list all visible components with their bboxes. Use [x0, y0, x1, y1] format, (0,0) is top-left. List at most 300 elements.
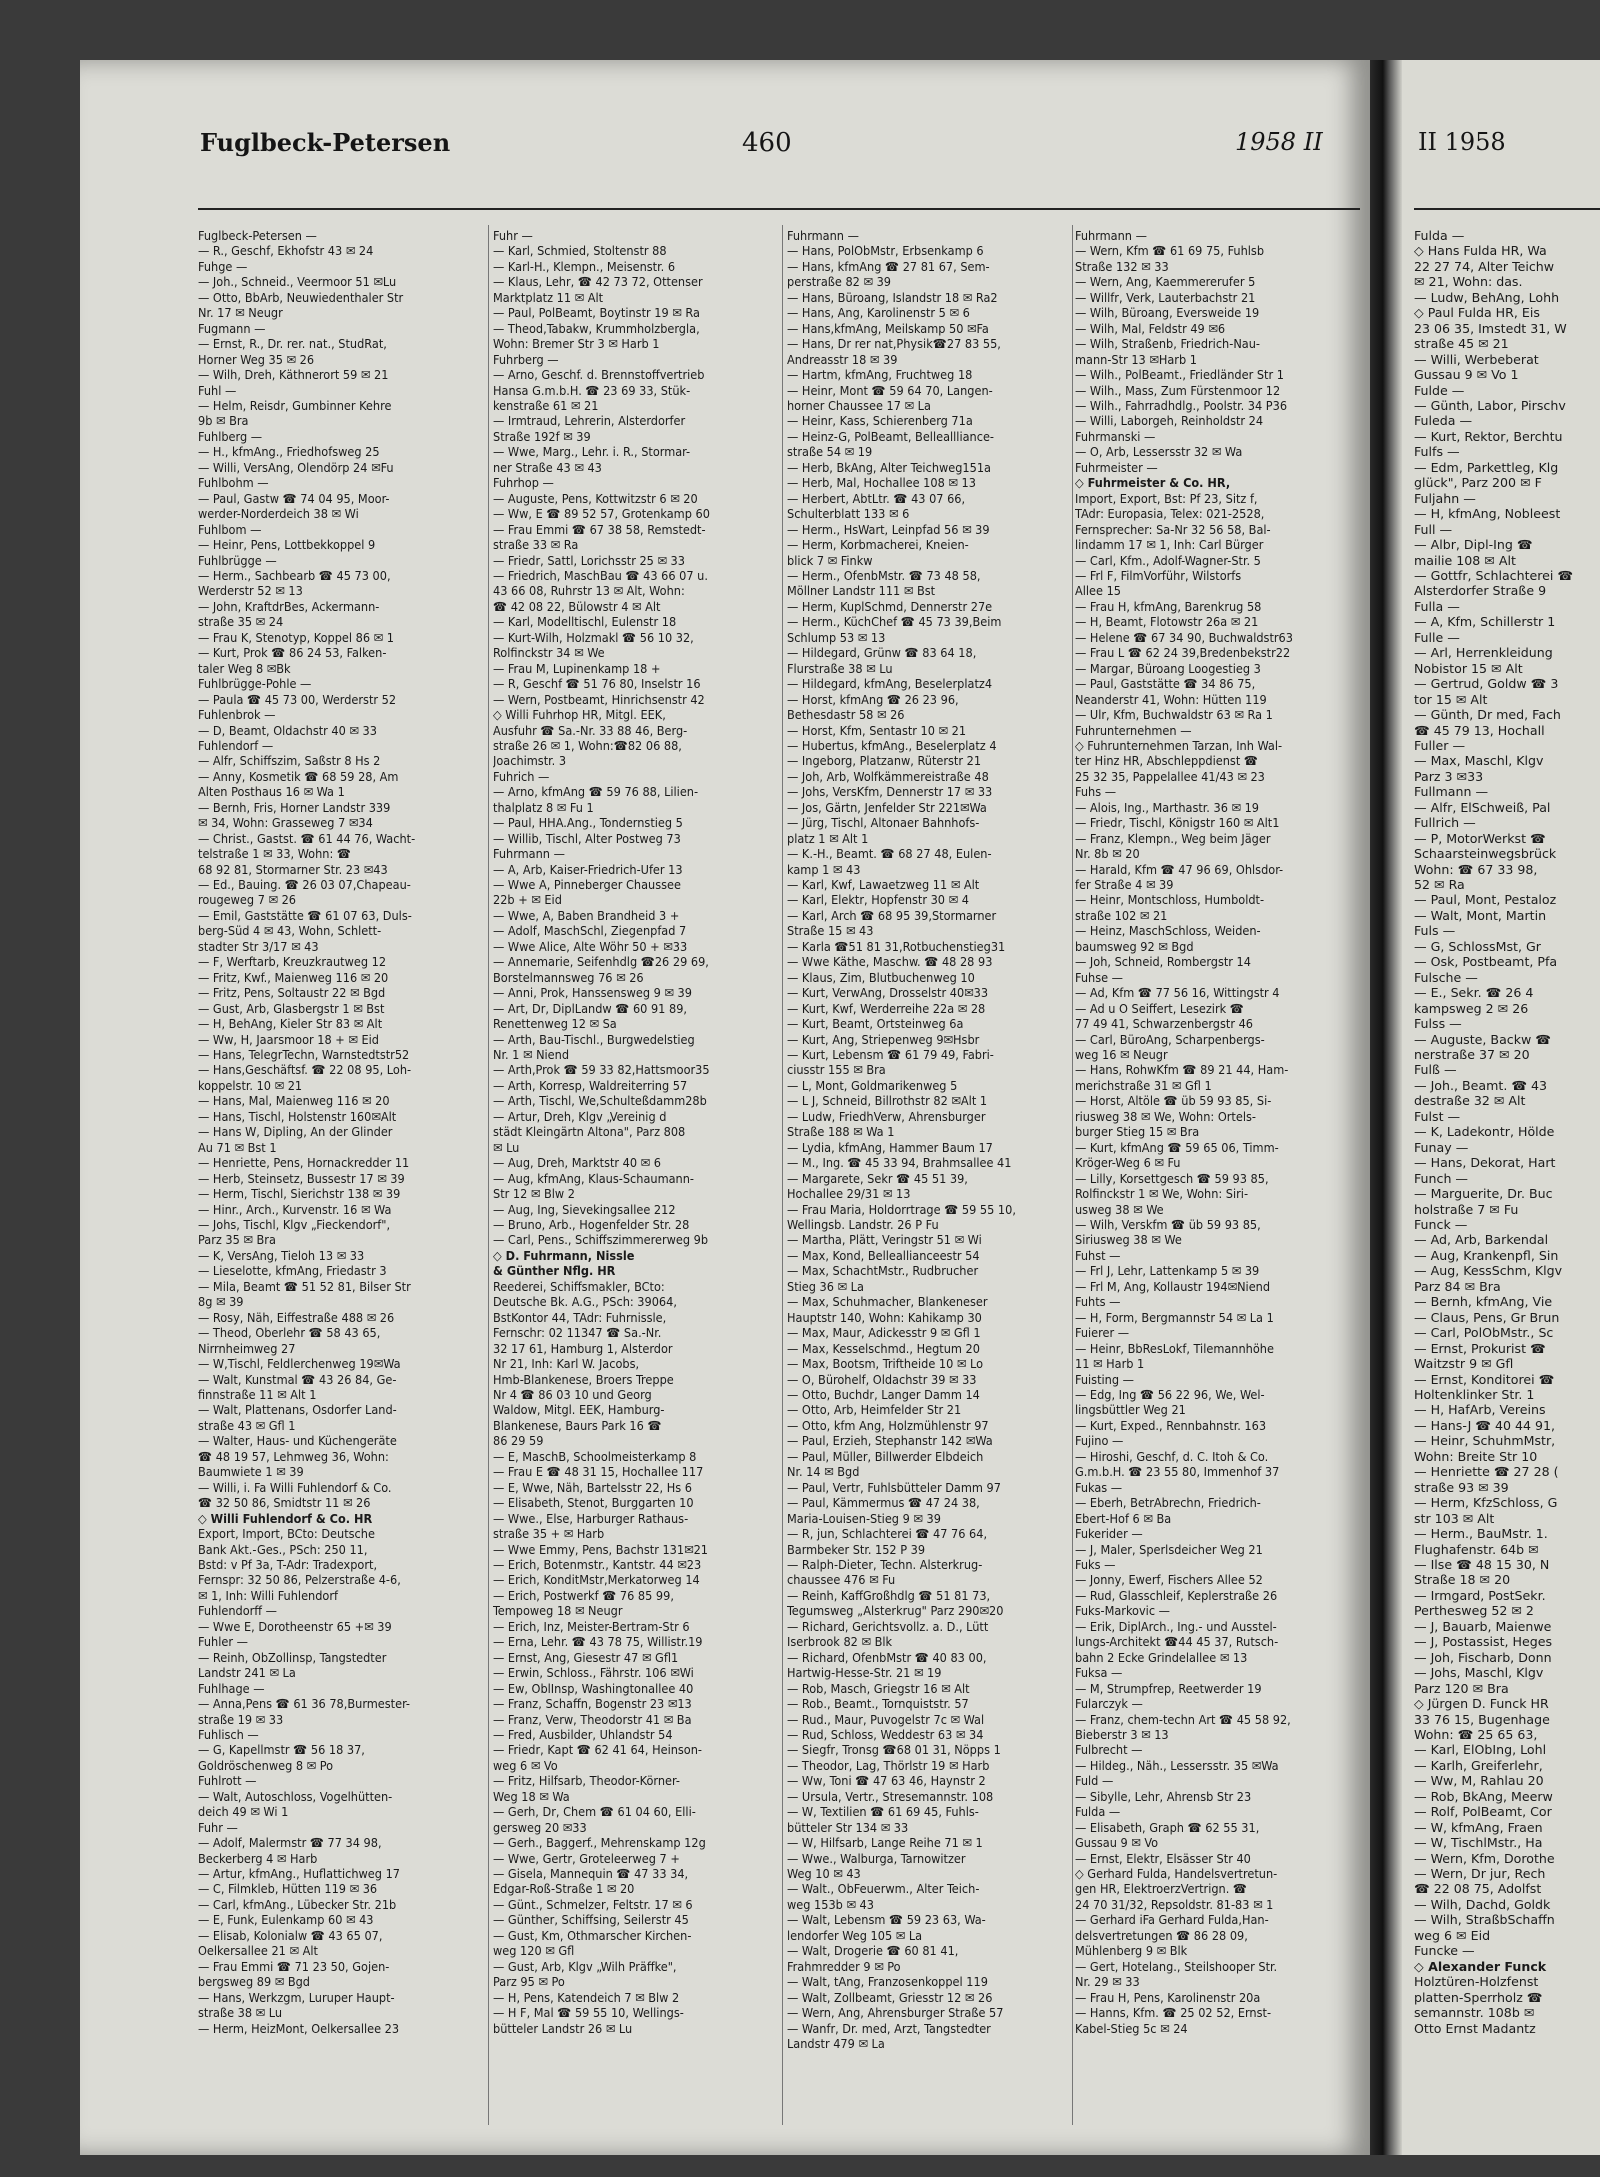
directory-entry: — E, MaschB, Schoolmeisterkamp 8 [493, 1448, 697, 1464]
directory-entry: Schulterblatt 133 ✉ 6 [787, 506, 910, 522]
directory-entry: — Herm., OfenbMstr. ☎ 73 48 58, [787, 567, 981, 583]
directory-entry: bütteler Landstr 26 ✉ Lu [493, 2020, 633, 2036]
directory-entry: — H., kfmAng., Friedhofsweg 25 [198, 444, 380, 460]
directory-entry: straße 38 ✉ Lu [198, 2005, 283, 2021]
directory-entry: — Wilh, Straßenb, Friedrich-Nau- [1075, 336, 1261, 352]
directory-heading: Fuhlhage — [198, 1680, 265, 1696]
directory-entry: — Wwe Alice, Alte Wöhr 50 + ✉33 [493, 938, 688, 954]
directory-entry: — Aug, Ing, Sievekingsallee 212 [493, 1201, 676, 1217]
directory-entry: — Erwin, Schloss., Fährstr. 106 ✉Wi [493, 1665, 694, 1681]
directory-entry: — Paul, HHA.Ang., Tondernstieg 5 [493, 815, 683, 831]
directory-entry: ter Hinz HR, Abschleppdienst ☎ [1075, 753, 1258, 769]
directory-heading: Fuksa — [1075, 1665, 1123, 1681]
directory-heading: Fukas — [1075, 1479, 1123, 1495]
column-divider [1072, 225, 1073, 2125]
directory-entry: Bethesdastr 58 ✉ 26 [787, 707, 905, 723]
directory-entry: — Franz, Schaffn, Bogenstr 23 ✉13 [493, 1696, 692, 1712]
directory-entry: Holztüren-Holzfenst [1414, 1974, 1539, 1990]
directory-entry: — Ernst, Prokurist ☎ [1414, 1340, 1546, 1356]
directory-heading: Fuhlbrügge-Pohle — [198, 676, 312, 692]
directory-entry: Kabel-Stieg 5c ✉ 24 [1075, 2020, 1188, 2036]
directory-entry: Holtenklinker Str. 1 [1414, 1386, 1535, 1402]
directory-entry: Hochallee 29/31 ✉ 13 [787, 1186, 911, 1202]
directory-entry: — Arno, Geschf. d. Brennstoffvertrieb [493, 367, 705, 383]
directory-entry: Ebert-Hof 6 ✉ Ba [1075, 1510, 1172, 1526]
directory-entry: — Aug, Dreh, Marktstr 40 ✉ 6 [493, 1155, 661, 1171]
directory-entry: — Frl F, FilmVorführ, Wilstorfs [1075, 567, 1242, 583]
directory-entry: blick 7 ✉ Finkw [787, 552, 873, 568]
directory-entry: straße 35 + ✉ Harb [493, 1526, 605, 1542]
directory-entry: — Hans-J ☎ 40 44 91, [1414, 1417, 1556, 1433]
directory-entry: — Paul, Gaststätte ☎ 34 86 75, [1075, 676, 1256, 692]
directory-entry: — A, Arb, Kaiser-Friedrich-Ufer 13 [493, 861, 683, 877]
directory-entry: — Wwe Emmy, Pens, Bachstr 131✉21 [493, 1541, 708, 1557]
directory-entry: — Aug, Krankenpfl, Sin [1414, 1247, 1559, 1263]
directory-entry: — Walt., ObFeuerwm., Alter Teich- [787, 1881, 980, 1897]
directory-entry: Fernschr: 02 11347 ☎ Sa.-Nr. [493, 1325, 662, 1341]
directory-entry: Tegumsweg „Alsterkrug" Parz 290✉20 [787, 1603, 1004, 1619]
directory-entry: — Franz, Klempn., Weg beim Jäger [1075, 830, 1271, 846]
directory-entry: — Mila, Beamt ☎ 51 52 81, Bilser Str [198, 1278, 411, 1294]
directory-entry: baumsweg 92 ✉ Bgd [1075, 938, 1194, 954]
directory-heading: Fuks-Markovic — [1075, 1603, 1170, 1619]
directory-entry: — Hans, Tischl, Holstenstr 160✉Alt [198, 1108, 397, 1124]
directory-entry: — Wanfr, Dr. med, Arzt, Tangstedter [787, 2020, 991, 2036]
directory-entry: bütteler Str 134 ✉ 33 [787, 1819, 909, 1835]
directory-entry: straße 19 ✉ 33 [198, 1711, 284, 1727]
directory-entry: — Willi, i. Fa Willi Fuhlendorf & Co. [198, 1479, 392, 1495]
directory-heading: Funay — [1414, 1139, 1469, 1155]
directory-entry: — Wwe, A, Baben Brandheid 3 + [493, 907, 680, 923]
directory-entry: — A, Kfm, Schillerstr 1 [1414, 614, 1556, 630]
directory-entry: — Karl, Kwf, Lawaetzweg 11 ✉ Alt [787, 877, 980, 893]
directory-entry: Weg 10 ✉ 43 [787, 1866, 861, 1882]
directory-entry: straße 33 ✉ Ra [493, 537, 579, 553]
directory-entry: — Hans,Geschäftsf. ☎ 22 08 95, Loh- [198, 1062, 412, 1078]
directory-entry: — Bernh, kfmAng, Vie [1414, 1294, 1553, 1310]
directory-entry: ◇ Fuhrmeister & Co. HR, [1075, 475, 1231, 491]
directory-entry: — Wilh., Mass, Zum Fürstenmoor 12 [1075, 382, 1281, 398]
directory-entry: — H, HafArb, Vereins [1414, 1402, 1546, 1418]
directory-entry: — Gottfr, Schlachterei ☎ [1414, 567, 1574, 583]
directory-entry: thalplatz 8 ✉ Fu 1 [493, 799, 594, 815]
directory-entry: nerstraße 37 ✉ 20 [1414, 1047, 1530, 1063]
directory-entry: — Hans, kfmAng ☎ 27 81 67, Sem- [787, 258, 990, 274]
directory-entry: — Wilh, Büroang, Eversweide 19 [1075, 305, 1260, 321]
directory-entry: — R, jun, Schlachterei ☎ 47 76 64, [787, 1526, 988, 1542]
directory-entry: — L J, Schneid, Billrothstr 82 ✉Alt 1 [787, 1093, 988, 1109]
directory-entry: — Friedr, Tischl, Königstr 160 ✉ Alt1 [1075, 815, 1280, 831]
directory-entry: — Kurt, Prok ☎ 86 24 53, Falken- [198, 645, 387, 661]
directory-entry: — Erich, Postwerkf ☎ 76 85 99, [493, 1587, 674, 1603]
directory-entry: — Ad, Arb, Barkendal [1414, 1232, 1549, 1248]
directory-entry: — Hildegard, Grünw ☎ 83 64 18, [787, 645, 977, 661]
directory-entry: — Carl, kfmAng., Lübecker Str. 21b [198, 1896, 397, 1912]
directory-entry: — Alois, Ing., Marthastr. 36 ✉ 19 [1075, 799, 1260, 815]
directory-entry: Rolfinckstr 34 ✉ We [493, 645, 605, 661]
directory-entry: lingsbüttler Weg 21 [1075, 1402, 1186, 1418]
directory-entry: str 103 ✉ Alt [1414, 1510, 1495, 1526]
directory-entry: — Herm, Korbmacherei, Kneien- [787, 537, 969, 553]
directory-entry: — G, SchlossMst, Gr [1414, 938, 1541, 954]
directory-entry: — Heinz-G, PolBeamt, Belleallliance- [787, 428, 995, 444]
directory-entry: Alten Posthaus 16 ✉ Wa 1 [198, 784, 345, 800]
directory-entry: — E, Funk, Eulenkamp 60 ✉ 43 [198, 1912, 374, 1928]
directory-entry: — Herb, BkAng, Alter Teichweg151a [787, 459, 991, 475]
directory-entry: Nr. 14 ✉ Bgd [787, 1464, 860, 1480]
directory-entry: Straße 18 ✉ 20 [1414, 1572, 1511, 1588]
directory-entry: Wellingsb. Landstr. 26 P Fu [787, 1217, 939, 1232]
directory-entry: — Ad u O Seiffert, Lesezirk ☎ [1075, 1000, 1244, 1016]
directory-entry: — Kurt, Beamt, Ortsteinweg 6a [787, 1016, 964, 1032]
directory-entry: — Hans, Dr rer nat,Physik☎27 83 55, [787, 336, 1001, 352]
directory-entry: — Frau Maria, Holdorrtrage ☎ 59 55 10, [787, 1201, 1016, 1217]
directory-entry: städt Kleingärtn Altona", Parz 808 [493, 1124, 686, 1140]
directory-entry: — Carl, BüroAng, Scharpenbergs- [1075, 1031, 1265, 1047]
directory-entry: telstraße 1 ✉ 33, Wohn: ☎ [198, 846, 352, 862]
directory-entry: — Karl, ElObIng, Lohl [1414, 1742, 1547, 1758]
directory-entry: — Artur, Dreh, Klgv „Vereinig d [493, 1108, 667, 1124]
directory-entry: 68 92 81, Stormarner Str. 23 ✉43 [198, 861, 388, 877]
directory-entry: — Arth, Bau-Tischl., Burgwedelstieg [493, 1031, 695, 1047]
directory-entry: — H, Form, Bergmannstr 54 ✉ La 1 [1075, 1309, 1274, 1325]
directory-entry: chaussee 476 ✉ Fu [787, 1572, 896, 1588]
directory-entry: Barmbeker Str. 152 P 39 [787, 1541, 926, 1557]
directory-heading: Fuhlendorff — [198, 1603, 278, 1619]
directory-entry: 43 66 08, Ruhrstr 13 ✉ Alt, Wohn: [493, 583, 685, 599]
directory-entry: Waitzstr 9 ✉ Gfl [1414, 1356, 1514, 1372]
directory-entry: — Frau H, Pens, Karolinenstr 20a [1075, 1989, 1261, 2005]
directory-entry: — Martha, Plätt, Veringstr 51 ✉ Wi [787, 1232, 982, 1248]
page-number: 460 [742, 128, 792, 158]
directory-entry: Parz 84 ✉ Bra [1414, 1278, 1501, 1294]
directory-entry: — E., Sekr. ☎ 26 4 [1414, 985, 1534, 1001]
directory-column-1 [198, 228, 488, 2036]
directory-entry: Siriusweg 38 ✉ We [1075, 1232, 1182, 1248]
directory-entry: — Reinh, KaffGroßhdlg ☎ 51 81 73, [787, 1587, 991, 1603]
directory-entry: — Irmgard, PostSekr. [1414, 1587, 1546, 1603]
directory-entry: Rolfinckstr 1 ✉ We, Wohn: Siri- [1075, 1186, 1249, 1202]
directory-entry: Straße 15 ✉ 43 [787, 923, 874, 939]
directory-entry: — Wern, Kfm ☎ 61 69 75, Fuhlsb [1075, 243, 1265, 259]
directory-entry: & Günther Nflg. HR [493, 1263, 616, 1279]
directory-entry: — Herm, HeizMont, Oelkersallee 23 [198, 2020, 400, 2036]
directory-entry: — Richard, OfenbMstr ☎ 40 83 00, [787, 1649, 987, 1665]
directory-heading: Fuhlrott — [198, 1773, 257, 1789]
directory-entry: Hansa G.m.b.H. ☎ 23 69 33, Stük- [493, 382, 691, 398]
directory-entry: 23 06 35, Imstedt 31, W [1414, 320, 1567, 336]
directory-entry: 52 ✉ Ra [1414, 877, 1465, 893]
directory-heading: Fulß — [1414, 1062, 1457, 1078]
directory-heading: Funch — [1414, 1170, 1469, 1186]
directory-entry: — Horst, Kfm, Sentastr 10 ✉ 21 [787, 722, 967, 738]
directory-entry: Bank Akt.-Ges., PSch: 250 11, [198, 1541, 368, 1557]
directory-entry: — F, Werftarb, Kreuzkrautweg 12 [198, 954, 387, 970]
directory-heading: Funck — [1414, 1217, 1468, 1232]
directory-entry: — Paul, PolBeamt, Boytinstr 19 ✉ Ra [493, 305, 700, 321]
directory-entry: Beckerberg 4 ✉ Harb [198, 1850, 318, 1866]
directory-entry: G.m.b.H. ☎ 23 55 80, Immenhof 37 [1075, 1464, 1280, 1480]
directory-entry: — Joh., Schneid., Veermoor 51 ✉Lu [198, 274, 397, 290]
directory-entry: — J, Maler, Sperlsdeicher Weg 21 [1075, 1541, 1263, 1557]
directory-entry: — Rud., Maur, Puvogelstr 7c ✉ Wal [787, 1711, 985, 1727]
directory-entry: Straße 132 ✉ 33 [1075, 258, 1169, 274]
directory-entry: Import, Export, Bst: Pf 23, Sitz f, [1075, 490, 1258, 506]
directory-entry: Allee 15 [1075, 583, 1122, 599]
directory-entry: perstraße 82 ✉ 39 [787, 274, 891, 290]
directory-entry: BstKontor 44, TAdr: Fuhrnissle, [493, 1309, 667, 1325]
directory-entry: — Hans W, Dipling, An der Glinder [198, 1124, 393, 1140]
directory-entry: — Helm, Reisdr, Gumbinner Kehre [198, 397, 392, 413]
directory-entry: — W, kfmAng, Fraen [1414, 1819, 1543, 1835]
directory-entry: — J, Bauarb, Maienwe [1414, 1618, 1552, 1634]
directory-entry: — Auguste, Pens, Kottwitzstr 6 ✉ 20 [493, 490, 698, 506]
directory-entry: Wohn: Breite Str 10 [1414, 1448, 1538, 1464]
directory-entry: — Karl, Elektr, Hopfenstr 30 ✉ 4 [787, 892, 969, 908]
directory-heading: Fulde — [1414, 382, 1465, 398]
directory-entry: ner Straße 43 ✉ 43 [493, 459, 602, 475]
directory-entry: — Frl M, Ang, Kollaustr 194✉Niend [1075, 1278, 1271, 1294]
directory-entry: — Kurt, VerwAng, Drosselstr 40✉33 [787, 985, 989, 1001]
directory-entry: Fernspr: 32 50 86, Pelzerstraße 4-6, [198, 1572, 401, 1588]
directory-entry: — H, Pens, Katendeich 7 ✉ Blw 2 [493, 1989, 680, 2005]
directory-entry: Borstelmannsweg 76 ✉ 26 [493, 969, 644, 985]
directory-entry: — Frl J, Lehr, Lattenkamp 5 ✉ 39 [1075, 1263, 1260, 1279]
directory-entry: — Joh, Schneid, Rombergstr 14 [1075, 954, 1251, 970]
directory-entry: — Lydia, kfmAng, Hammer Baum 17 [787, 1139, 993, 1155]
directory-entry: ☎ 22 08 75, Adolfst [1414, 1881, 1542, 1897]
directory-entry: — Heinr, SchuhmMstr, [1414, 1433, 1556, 1449]
directory-entry: — Alfr, ElSchweiß, Pal [1414, 799, 1551, 815]
directory-entry: — Edg, Ing ☎ 56 22 96, We, Wel- [1075, 1386, 1265, 1402]
directory-entry: ◇ Alexander Funck [1414, 1958, 1547, 1974]
directory-entry: 11 ✉ Harb 1 [1075, 1356, 1145, 1372]
directory-entry: Gussau 9 ✉ Vo [1075, 1835, 1159, 1851]
directory-heading: Fukerider — [1075, 1526, 1143, 1542]
directory-entry: — Aug, kfmAng, Klaus-Schaumann- [493, 1170, 695, 1186]
directory-entry: Tempoweg 18 ✉ Neugr [493, 1603, 623, 1619]
column-divider [488, 225, 489, 2125]
directory-entry: — Ludw, BehAng, Lohh [1414, 289, 1560, 305]
directory-entry: — Max, Kond, Belleallianceestr 54 [787, 1247, 980, 1263]
directory-entry: ◇ Willi Fuhlendorf & Co. HR [198, 1510, 373, 1526]
directory-entry: Perthesweg 52 ✉ 2 [1414, 1603, 1534, 1619]
directory-heading: Fuljahn — [1414, 490, 1476, 506]
directory-entry: — Willi, VersAng, Olendörp 24 ✉Fu [198, 459, 394, 475]
directory-entry: — Rob, Masch, Griegstr 16 ✉ Alt [787, 1680, 970, 1696]
directory-entry: — Elisabeth, Stenot, Burggarten 10 [493, 1495, 694, 1511]
directory-entry: TAdr: Europasia, Telex: 021-2528, [1075, 506, 1265, 522]
directory-entry: — Herm., HsWart, Leinpfad 56 ✉ 39 [787, 521, 990, 537]
directory-entry: — Theod,Tabakw, Krummholzbergla, [493, 320, 700, 336]
directory-entry: — Siegfr, Tronsg ☎68 01 31, Nöpps 1 [787, 1742, 1001, 1758]
directory-heading: Full — [1414, 521, 1453, 537]
directory-entry: — Ww, Toni ☎ 47 63 46, Haynstr 2 [787, 1773, 986, 1789]
directory-entry: — W,Tischl, Feldlerchenweg 19✉Wa [198, 1356, 401, 1372]
directory-entry: — Walter, Haus- und Küchengeräte [198, 1433, 397, 1449]
directory-entry: deich 49 ✉ Wi 1 [198, 1804, 289, 1820]
directory-entry: — Emil, Gaststätte ☎ 61 07 63, Duls- [198, 907, 412, 923]
directory-entry: — Heinr, BbResLokf, Tilemannhöhe [1075, 1340, 1274, 1356]
directory-entry: — K, VersAng, Tieloh 13 ✉ 33 [198, 1247, 365, 1263]
directory-entry: ✉ 34, Wohn: Grasseweg 7 ✉34 [198, 815, 373, 831]
directory-entry: Bieberstr 3 ✉ 13 [1075, 1726, 1169, 1742]
directory-entry: — Carl, Pens., Schiffszimmererweg 9b [493, 1232, 709, 1248]
directory-entry: — Herb, Mal, Hochallee 108 ✉ 13 [787, 475, 976, 491]
directory-entry: — Heinr, Montschloss, Humboldt- [1075, 892, 1265, 908]
directory-entry: — Herm., KüchChef ☎ 45 73 39,Beim [787, 614, 1002, 630]
directory-entry: — Edm, Parkettleg, Klg [1414, 459, 1559, 475]
directory-entry: — Marguerite, Dr. Buc [1414, 1186, 1553, 1202]
directory-entry: — Wilh, Dachd, Goldk [1414, 1896, 1551, 1912]
directory-entry: ◇ Fuhrunternehmen Tarzan, Inh Wal- [1075, 737, 1283, 753]
directory-entry: usweg 38 ✉ We [1075, 1201, 1164, 1217]
directory-entry: — Karl, Modelltischl, Eulenstr 18 [493, 614, 677, 630]
directory-entry: Str 12 ✉ Blw 2 [493, 1186, 575, 1202]
directory-entry: — Arth,Prok ☎ 59 33 82,Hattsmoor35 [493, 1062, 710, 1078]
directory-entry: — Ulr, Kfm, Buchwaldstr 63 ✉ Ra 1 [1075, 707, 1273, 723]
directory-entry: — R, Geschf ☎ 51 76 80, Inselstr 16 [493, 676, 701, 692]
directory-entry: kampsweg 2 ✉ 26 [1414, 1000, 1529, 1016]
directory-entry: — G, Kapellmstr ☎ 56 18 37, [198, 1742, 365, 1758]
directory-entry: Wohn: Bremer Str 3 ✉ Harb 1 [493, 336, 660, 352]
directory-entry: — Erich, KonditMstr,Merkatorweg 14 [493, 1572, 700, 1588]
directory-heading: Fuleda — [1414, 413, 1473, 429]
directory-entry: — Wwe., Else, Harburger Rathaus- [493, 1510, 689, 1526]
directory-entry: 25 32 35, Pappelallee 41/43 ✉ 23 [1075, 768, 1265, 784]
directory-entry: ✉ 1, Inh: Willi Fuhlendorf [198, 1587, 338, 1603]
directory-entry: straße 54 ✉ 19 [787, 444, 873, 460]
directory-heading: Fuhrhop — [493, 475, 554, 491]
directory-entry: — Gust, Km, Othmarscher Kirchen- [493, 1927, 692, 1943]
directory-entry: — H, kfmAng, Nobleest [1414, 506, 1561, 522]
book-gutter [1370, 60, 1402, 2155]
directory-entry: — Joh, Fischarb, Donn [1414, 1649, 1552, 1665]
directory-entry: Fernsprecher: Sa-Nr 32 56 58, Bal- [1075, 521, 1271, 537]
directory-entry: — Anni, Prok, Hanssensweg 9 ✉ 39 [493, 985, 692, 1001]
directory-entry: Hartwig-Hesse-Str. 21 ✉ 19 [787, 1665, 942, 1681]
directory-entry: — Rob., Beamt., Tornquiststr. 57 [787, 1696, 969, 1712]
directory-entry: Wohn: ☎ 67 33 98, [1414, 861, 1538, 877]
directory-entry: 24 70 31/32, Repsoldstr. 81-83 ✉ 1 [1075, 1896, 1274, 1912]
directory-heading: Fuhlbom — [198, 521, 262, 537]
directory-entry: gen HR, ElektroerzVertrign. ☎ [1075, 1881, 1248, 1897]
directory-entry: — W, Hilfsarb, Lange Reihe 71 ✉ 1 [787, 1835, 983, 1851]
directory-entry: — Otto, Buchdr, Langer Damm 14 [787, 1386, 980, 1402]
directory-entry: horner Chaussee 17 ✉ La [787, 397, 931, 413]
directory-entry: — Walt, Lebensm ☎ 59 23 63, Wa- [787, 1912, 986, 1928]
directory-entry: — Wilh., PolBeamt., Friedländer Str 1 [1075, 367, 1284, 383]
directory-heading: Fuierer — [1075, 1325, 1130, 1341]
directory-entry: — Willfr, Verk, Lauterbachstr 21 [1075, 289, 1256, 305]
directory-entry: — Margar, Büroang Loogestieg 3 [1075, 660, 1261, 676]
directory-entry: — Fred, Ausbilder, Uhlandstr 54 [493, 1726, 673, 1742]
directory-entry: — Karla ☎51 81 31,Rotbuchenstieg31 [787, 938, 1006, 954]
directory-entry: — Hans,kfmAng, Meilskamp 50 ✉Fa [787, 320, 989, 336]
directory-heading: Fugmann — [198, 320, 266, 336]
directory-entry: — Günther, Schiffsing, Seilerstr 45 [493, 1912, 689, 1928]
directory-entry: weg 6 ✉ Vo [493, 1757, 558, 1773]
directory-entry: — Theodor, Lag, Thörlstr 19 ✉ Harb [787, 1757, 990, 1773]
directory-heading: Fuhr — [198, 1819, 238, 1835]
directory-entry: — Ernst, R., Dr. rer. nat., StudRat, [198, 336, 387, 352]
directory-entry: — Max, Maur, Adickesstr 9 ✉ Gfl 1 [787, 1325, 981, 1341]
directory-entry: — Ernst, Konditorei ☎ [1414, 1371, 1555, 1387]
directory-entry: — Klaus, Lehr, ☎ 42 73 72, Ottenser [493, 274, 703, 290]
directory-entry: — Irmtraud, Lehrerin, Alsterdorfer [493, 413, 686, 429]
directory-entry: Flughafenstr. 64b ✉ [1414, 1541, 1539, 1557]
directory-entry: ◇ Hans Fulda HR, Wa [1414, 243, 1547, 259]
directory-entry: — Horst, kfmAng ☎ 26 23 96, [787, 691, 959, 707]
directory-entry: — Rob, BkAng, Meerw [1414, 1788, 1553, 1804]
directory-entry: Oelkersallee 21 ✉ Alt [198, 1943, 318, 1959]
directory-entry: — Hanns, Kfm. ☎ 25 02 52, Ernst- [1075, 2005, 1272, 2021]
directory-heading: Fuhr — [493, 228, 533, 243]
directory-heading: Fuller — [1414, 737, 1466, 753]
directory-heading: Fuhrich — [493, 768, 550, 784]
directory-entry: — Paul, Kämmermus ☎ 47 24 38, [787, 1495, 980, 1511]
right-page-column [1414, 228, 1600, 2036]
directory-entry: weg 153b ✉ 43 [787, 1896, 874, 1912]
directory-heading: Fullmann — [1414, 784, 1489, 800]
directory-entry: — Otto, kfm Ang, Holzmühlenstr 97 [787, 1417, 989, 1433]
directory-entry: Renettenweg 12 ✉ Sa [493, 1016, 617, 1032]
directory-entry: — Frau K, Stenotyp, Koppel 86 ✉ 1 [198, 629, 394, 645]
directory-entry: ◇ D. Fuhrmann, Nissle [493, 1247, 635, 1263]
directory-entry: — Jürg, Tischl, Altonaer Bahnhofs- [787, 815, 980, 831]
directory-heading: Fulda — [1414, 228, 1465, 243]
directory-entry: — Herb, Steinsetz, Bussestr 17 ✉ 39 [198, 1170, 405, 1186]
directory-entry: — Gust, Arb, Klgv „Wilh Präffke", [493, 1958, 677, 1974]
directory-entry: — Gertrud, Goldw ☎ 3 [1414, 676, 1559, 692]
directory-entry: — Wwe Käthe, Maschw. ☎ 48 28 93 [787, 954, 993, 970]
directory-heading: Fuhrmann — [493, 846, 565, 862]
directory-entry: — P, MotorWerkst ☎ [1414, 830, 1546, 846]
directory-entry: — Paul, Erzieh, Stephanstr 142 ✉Wa [787, 1433, 993, 1449]
directory-entry: — Erik, DiplArch., Ing.- und Ausstel- [1075, 1618, 1277, 1634]
right-header-rule [1414, 208, 1600, 210]
directory-entry: — Wilh., Fahrradhdlg., Poolstr. 34 P36 [1075, 397, 1288, 413]
directory-entry: ciusstr 155 ✉ Bra [787, 1062, 886, 1078]
directory-entry: — Max, Schuhmacher, Blankeneser [787, 1294, 988, 1310]
directory-entry: — Henriette, Pens, Hornackredder 11 [198, 1155, 410, 1171]
directory-entry: — Joh, Arb, Wolfkämmereistraße 48 [787, 768, 989, 784]
directory-entry: platten-Sperrholz ☎ [1414, 1989, 1543, 2005]
directory-entry: — Ernst, Elektr, Elsässer Str 40 [1075, 1850, 1251, 1866]
directory-entry: — Wwe, Gertr, Groteleerweg 7 + [493, 1850, 680, 1866]
directory-entry: — Willi, Laborgeh, Reinholdstr 24 [1075, 413, 1264, 429]
directory-entry: — Otto, Arb, Heimfelder Str 21 [787, 1402, 962, 1418]
directory-heading: Fuhlbrügge — [198, 552, 277, 568]
directory-entry: ◇ Jürgen D. Funck HR [1414, 1696, 1549, 1712]
directory-entry: — Theod, Oberlehr ☎ 58 43 65, [198, 1325, 381, 1341]
directory-entry: — Anna,Pens ☎ 61 36 78,Burmester- [198, 1696, 411, 1712]
directory-entry: — Erna, Lehr. ☎ 43 78 75, Willistr.19 [493, 1634, 703, 1650]
directory-entry: — Gerhard iFa Gerhard Fulda,Han- [1075, 1912, 1269, 1928]
directory-entry: — Frau L ☎ 62 24 39,Bredenbekstr22 [1075, 645, 1291, 661]
directory-heading: Funcke — [1414, 1943, 1475, 1959]
directory-entry: Möllner Landstr 111 ✉ Bst [787, 583, 936, 599]
directory-entry: — Wern, Postbeamt, Hinrichsenstr 42 [493, 691, 705, 707]
directory-entry: 77 49 41, Schwarzenbergstr 46 [1075, 1016, 1254, 1032]
directory-entry: — Wilh, Verskfm ☎ üb 59 93 85, [1075, 1217, 1261, 1232]
directory-entry: — Walt, Autoschloss, Vogelhütten- [198, 1788, 393, 1804]
directory-entry: — Willi, Werbeberat [1414, 351, 1539, 367]
directory-entry: — C, Filmkleb, Hütten 119 ✉ 36 [198, 1881, 378, 1897]
directory-entry: Nobistor 15 ✉ Alt [1414, 660, 1523, 676]
directory-heading: Fuhlbohm — [198, 475, 269, 491]
directory-entry: — Herm, KuplSchmd, Dennerstr 27e [787, 598, 993, 614]
